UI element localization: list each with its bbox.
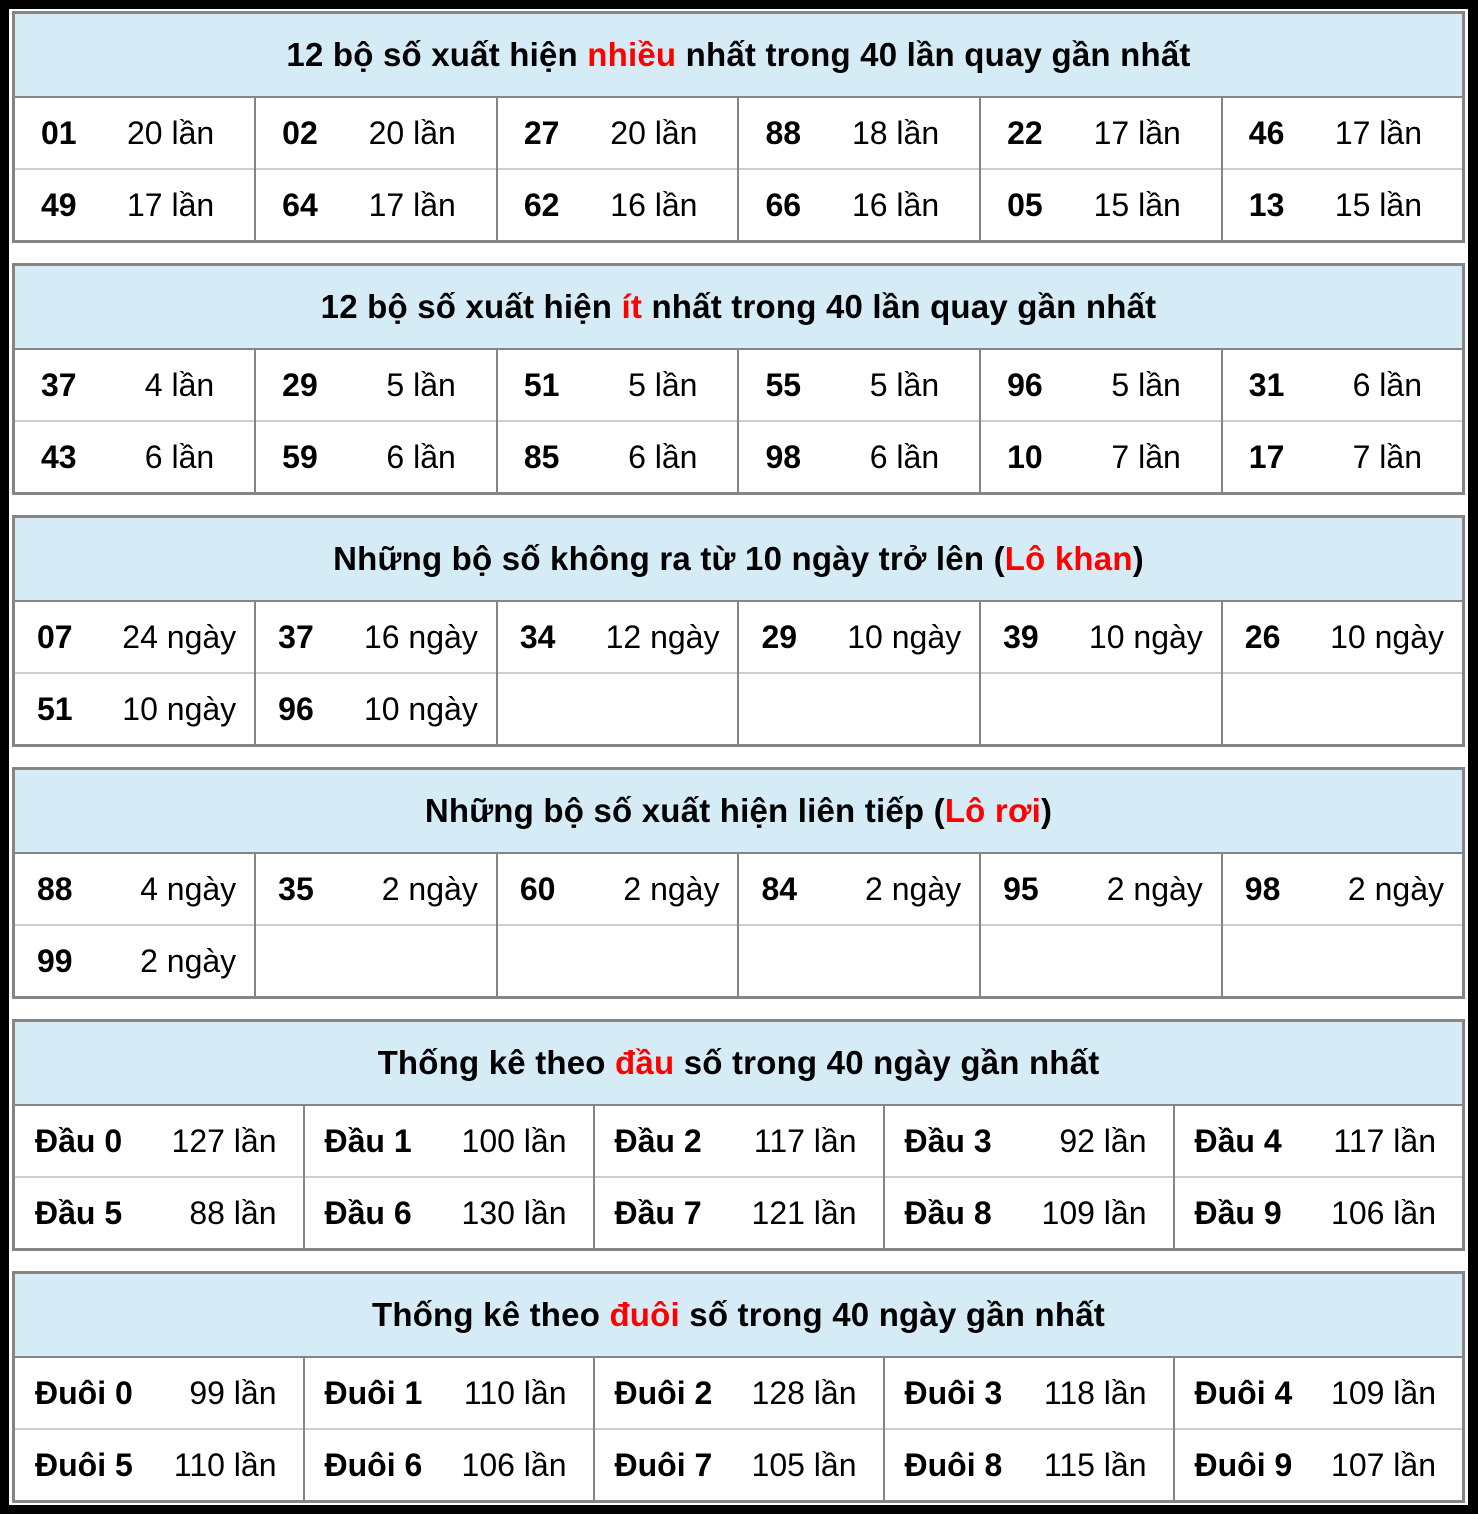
stat-number: 55 [765, 367, 802, 403]
stat-cell-content [15, 441, 254, 473]
stat-cell [738, 97, 980, 169]
stat-number: 64 [282, 187, 318, 223]
table-row [14, 169, 1464, 242]
stat-count: 121 lần [751, 1195, 857, 1231]
table-title-text: nhất trong 40 lần quay gần nhất [676, 36, 1191, 73]
stat-cell [594, 1357, 884, 1429]
stat-cell-content [885, 1197, 1173, 1229]
stat-count: 16 lần [610, 187, 698, 223]
stat-number: 66 [765, 187, 802, 223]
table-row [14, 1429, 1464, 1502]
table-title [14, 13, 1464, 98]
stat-count: 20 lần [610, 115, 698, 151]
table-row [14, 349, 1464, 421]
stat-number: 29 [761, 619, 798, 655]
stat-number: 98 [1244, 871, 1281, 907]
stat-number: 29 [282, 367, 318, 403]
stat-cell [497, 601, 739, 673]
stat-number: Đuôi 7 [614, 1447, 713, 1483]
stat-number: 88 [765, 115, 802, 151]
stat-cell [497, 349, 739, 421]
table-title-text: Những bộ số xuất hiện liên tiếp ( [424, 792, 945, 829]
stat-count: 130 lần [461, 1195, 567, 1231]
stat-number: Đuôi 0 [35, 1375, 133, 1411]
table-title-text: số trong 40 ngày gần nhất [679, 1296, 1105, 1333]
stat-number: Đầu 7 [614, 1195, 702, 1231]
stat-cell [738, 169, 980, 242]
stat-cell-content [595, 1377, 883, 1409]
stat-cell-content [981, 369, 1221, 401]
table-title-text: ) [1132, 540, 1144, 577]
stat-cell-content [256, 441, 496, 473]
table-title [14, 1273, 1464, 1358]
table-header-row [14, 1273, 1464, 1358]
stat-cell-empty [255, 925, 497, 998]
stat-cell [255, 853, 497, 925]
stat-cell [980, 601, 1222, 673]
stat-number: 96 [278, 691, 314, 727]
stat-cell [884, 1429, 1174, 1502]
stat-cell [14, 97, 256, 169]
stat-cell [738, 349, 980, 421]
stat-number: 07 [37, 619, 73, 655]
stat-cell [255, 349, 497, 421]
stat-cell [1222, 421, 1464, 494]
stat-count: 115 lần [1043, 1447, 1147, 1483]
stat-table-duoi-so [12, 1271, 1465, 1503]
stat-count: 88 lần [189, 1195, 277, 1231]
stat-cell [497, 421, 739, 494]
stat-cell [255, 601, 497, 673]
stat-number: 51 [523, 367, 560, 403]
stat-cell [980, 97, 1222, 169]
table-title [14, 769, 1464, 854]
stat-cell-content [256, 189, 496, 221]
stat-number: 49 [41, 187, 77, 223]
stat-number: 34 [519, 619, 556, 655]
stat-count: 117 lần [753, 1123, 857, 1159]
stat-number: 99 [37, 943, 73, 979]
stat-number: 27 [523, 115, 560, 151]
stat-cell-content [1223, 117, 1462, 149]
stat-number: Đuôi 4 [1194, 1375, 1293, 1411]
stat-cell-content [1175, 1125, 1463, 1157]
stat-count: 2 ngày [381, 871, 478, 907]
stat-number: Đầu 2 [614, 1123, 702, 1159]
table-row [14, 925, 1464, 998]
stat-cell-content [498, 621, 738, 653]
stat-count: 24 ngày [122, 619, 237, 655]
stat-number: 22 [1007, 115, 1043, 151]
stat-cell [738, 421, 980, 494]
stat-count: 16 ngày [363, 619, 478, 655]
stat-cell-content [739, 621, 979, 653]
stat-cell [14, 925, 256, 998]
stat-count: 10 ngày [847, 619, 962, 655]
stat-count: 6 lần [1352, 367, 1422, 403]
stat-number: Đầu 3 [904, 1123, 992, 1159]
table-row [14, 97, 1464, 169]
stat-cell-content [256, 117, 496, 149]
stat-cell [14, 169, 256, 242]
stat-cell [884, 1177, 1174, 1250]
stat-number: 85 [523, 439, 560, 475]
stat-cell [738, 853, 980, 925]
stat-cell-content [739, 441, 979, 473]
stat-count: 5 lần [1111, 367, 1181, 403]
stat-cell [980, 421, 1222, 494]
stat-count: 5 lần [869, 367, 940, 403]
stat-count: 100 lần [461, 1123, 567, 1159]
stat-number: Đầu 5 [35, 1195, 123, 1231]
table-title-highlight: đuôi [609, 1296, 680, 1333]
stat-count: 10 ngày [363, 691, 478, 727]
stat-cell [594, 1105, 884, 1177]
stat-cell [14, 1105, 304, 1177]
stat-count: 128 lần [751, 1375, 857, 1411]
stat-cell-content [1223, 369, 1462, 401]
stat-cell [255, 169, 497, 242]
stat-number: Đuôi 5 [35, 1447, 133, 1483]
stat-cell [14, 673, 256, 746]
stat-cell [14, 853, 256, 925]
stat-count: 4 lần [144, 367, 215, 403]
stat-count: 105 lần [751, 1447, 857, 1483]
stat-cell-empty [738, 925, 980, 998]
stat-cell [884, 1105, 1174, 1177]
stat-cell [14, 349, 256, 421]
stat-count: 2 ngày [1347, 871, 1444, 907]
stat-cell [1174, 1105, 1464, 1177]
stat-number: 05 [1007, 187, 1043, 223]
stat-cell-content [15, 117, 254, 149]
stat-count: 20 lần [368, 115, 456, 151]
stat-cell-content [885, 1449, 1173, 1481]
stat-cell-content [1223, 621, 1462, 653]
table-title-highlight: nhiều [587, 36, 677, 73]
stat-cell [304, 1177, 594, 1250]
stat-table-dau-so [12, 1019, 1465, 1251]
stat-cell [738, 601, 980, 673]
stat-cell-content [15, 621, 254, 653]
stat-cell-content [981, 441, 1221, 473]
stat-cell [980, 169, 1222, 242]
stat-cell [14, 1357, 304, 1429]
table-row [14, 1357, 1464, 1429]
stat-number: 13 [1248, 187, 1285, 223]
stat-number: 95 [1003, 871, 1039, 907]
stat-cell-content [1223, 441, 1462, 473]
stat-cell-empty [738, 673, 980, 746]
table-header-row [14, 517, 1464, 602]
stat-cell [980, 349, 1222, 421]
stat-cell-content [885, 1125, 1173, 1157]
stat-cell-content [498, 189, 738, 221]
stat-number: Đuôi 9 [1194, 1447, 1293, 1483]
table-title-highlight: ít [621, 288, 643, 325]
stat-number: 43 [41, 439, 77, 475]
table-header-row [14, 769, 1464, 854]
stat-cell [1174, 1357, 1464, 1429]
stat-number: Đầu 9 [1194, 1195, 1282, 1231]
stat-count: 2 ngày [1106, 871, 1203, 907]
stat-cell [497, 169, 739, 242]
stat-cell [594, 1177, 884, 1250]
stat-cell-content [595, 1449, 883, 1481]
table-row [14, 421, 1464, 494]
stat-count: 17 lần [1334, 115, 1422, 151]
stat-cell-empty [1222, 925, 1464, 998]
stat-table-lo-roi [12, 767, 1465, 999]
stat-cell [1174, 1177, 1464, 1250]
stat-count: 18 lần [851, 115, 940, 151]
stat-cell-content [1175, 1377, 1463, 1409]
stat-count: 5 lần [628, 367, 698, 403]
stat-cell-content [885, 1377, 1173, 1409]
stat-number: Đầu 0 [35, 1123, 123, 1159]
stat-cell-content [15, 945, 254, 977]
stat-cell [255, 421, 497, 494]
stat-cell [1222, 601, 1464, 673]
stat-cell-content [256, 693, 496, 725]
tables-root [9, 9, 1468, 1505]
stat-number: 39 [1003, 619, 1039, 655]
stat-table-lo-khan [12, 515, 1465, 747]
stat-cell-content [498, 441, 738, 473]
stat-cell-content [15, 1377, 303, 1409]
table-title-highlight: Lô rơi [944, 792, 1041, 829]
stat-cell-empty [980, 673, 1222, 746]
stat-number: 26 [1244, 619, 1281, 655]
table-row [14, 673, 1464, 746]
table-title-text: số trong 40 ngày gần nhất [674, 1044, 1100, 1081]
table-title [14, 1021, 1464, 1106]
stat-cell [980, 853, 1222, 925]
stat-cell [255, 673, 497, 746]
stat-count: 106 lần [1331, 1195, 1436, 1231]
table-title-text: 12 bộ số xuất hiện [286, 36, 588, 73]
stat-count: 20 lần [126, 115, 215, 151]
table-row [14, 1177, 1464, 1250]
table-header-row [14, 13, 1464, 98]
stat-cell [497, 853, 739, 925]
table-title [14, 265, 1464, 350]
table-title-text: nhất trong 40 lần quay gần nhất [642, 288, 1157, 325]
stat-count: 109 lần [1041, 1195, 1147, 1231]
stat-cell-content [15, 189, 254, 221]
stat-cell-content [15, 873, 254, 905]
stat-number: 88 [37, 871, 73, 907]
stat-number: Đuôi 1 [324, 1375, 423, 1411]
stat-cell-content [15, 693, 254, 725]
stat-cell-content [1175, 1449, 1463, 1481]
stat-count: 5 lần [386, 367, 456, 403]
stat-cell-content [498, 369, 738, 401]
stat-cell-content [305, 1377, 593, 1409]
stat-count: 12 ngày [605, 619, 720, 655]
stat-number: 35 [278, 871, 314, 907]
stat-count: 118 lần [1043, 1375, 1147, 1411]
stat-count: 6 lần [386, 439, 456, 475]
stat-cell-content [981, 621, 1221, 653]
table-row [14, 853, 1464, 925]
stat-count: 7 lần [1111, 439, 1181, 475]
stat-number: Đuôi 6 [324, 1447, 423, 1483]
stat-cell [14, 1429, 304, 1502]
stat-number: 10 [1007, 439, 1043, 475]
stat-cell-content [981, 189, 1221, 221]
stat-number: Đầu 1 [324, 1123, 412, 1159]
stat-number: 59 [282, 439, 318, 475]
stat-number: 02 [282, 115, 318, 151]
stat-count: 16 lần [851, 187, 940, 223]
stat-table-least-frequent [12, 263, 1465, 495]
stat-cell-content [739, 873, 979, 905]
stat-count: 127 lần [171, 1123, 277, 1159]
stat-cell [304, 1357, 594, 1429]
stat-count: 2 ngày [865, 871, 962, 907]
table-title-text: Thống kê theo [371, 1296, 610, 1333]
table-title-text: Những bộ số không ra từ 10 ngày trở lên ( [333, 540, 1005, 577]
table-title-highlight: Lô khan [1004, 540, 1133, 577]
stat-count: 99 lần [189, 1375, 277, 1411]
stat-cell-content [1175, 1197, 1463, 1229]
stat-cell [497, 97, 739, 169]
stat-cell [14, 601, 256, 673]
stat-count: 10 ngày [1088, 619, 1203, 655]
stat-cell-empty [980, 925, 1222, 998]
table-title [14, 517, 1464, 602]
stat-cell-content [15, 1125, 303, 1157]
stat-cell-content [256, 621, 496, 653]
stat-count: 15 lần [1334, 187, 1422, 223]
stat-number: 98 [765, 439, 802, 475]
table-row [14, 1105, 1464, 1177]
stat-cell [14, 1177, 304, 1250]
stat-number: 62 [523, 187, 560, 223]
stat-cell [304, 1429, 594, 1502]
stat-number: 96 [1007, 367, 1043, 403]
stat-cell-content [498, 117, 738, 149]
stat-cell-content [1223, 189, 1462, 221]
stat-cell-content [739, 117, 979, 149]
stat-cell-content [305, 1449, 593, 1481]
stat-count: 110 lần [173, 1447, 277, 1483]
stat-cell [1222, 853, 1464, 925]
table-title-text: Thống kê theo [377, 1044, 616, 1081]
stat-count: 107 lần [1331, 1447, 1436, 1483]
stat-cell [1222, 97, 1464, 169]
stat-number: Đuôi 2 [614, 1375, 713, 1411]
stat-number: 31 [1248, 367, 1285, 403]
stat-number: Đầu 8 [904, 1195, 992, 1231]
stat-cell-content [981, 117, 1221, 149]
stat-count: 2 ngày [140, 943, 237, 979]
stat-cell-content [981, 873, 1221, 905]
stat-count: 10 ngày [1330, 619, 1444, 655]
stat-count: 15 lần [1093, 187, 1181, 223]
stat-cell-empty [497, 673, 739, 746]
stat-number: 01 [41, 115, 77, 151]
stat-table-most-frequent [12, 11, 1465, 243]
stat-number: 60 [519, 871, 556, 907]
stat-count: 106 lần [461, 1447, 567, 1483]
stat-cell [1222, 349, 1464, 421]
stat-cell [594, 1429, 884, 1502]
stat-cell-content [595, 1197, 883, 1229]
stat-count: 6 lần [869, 439, 940, 475]
table-row [14, 601, 1464, 673]
stat-number: 37 [278, 619, 314, 655]
stat-count: 7 lần [1352, 439, 1422, 475]
stat-count: 2 ngày [623, 871, 720, 907]
stat-count: 10 ngày [122, 691, 237, 727]
table-header-row [14, 265, 1464, 350]
stat-count: 117 lần [1333, 1123, 1436, 1159]
stat-cell-content [305, 1197, 593, 1229]
stat-cell-content [739, 369, 979, 401]
table-title-text: 12 bộ số xuất hiện [320, 288, 622, 325]
stat-count: 6 lần [144, 439, 215, 475]
stat-cell-content [256, 369, 496, 401]
stat-count: 110 lần [463, 1375, 567, 1411]
stat-number: 46 [1248, 115, 1285, 151]
stat-cell-content [739, 189, 979, 221]
stat-count: 17 lần [126, 187, 215, 223]
stat-cell-content [498, 873, 738, 905]
stat-number: 51 [37, 691, 73, 727]
table-header-row [14, 1021, 1464, 1106]
stat-cell [255, 97, 497, 169]
stat-cell-content [305, 1125, 593, 1157]
stat-cell-content [1223, 873, 1462, 905]
stat-cell [1222, 169, 1464, 242]
stat-cell-content [15, 1449, 303, 1481]
stat-count: 6 lần [628, 439, 698, 475]
stat-cell [304, 1105, 594, 1177]
stat-cell [1174, 1429, 1464, 1502]
stat-number: Đầu 6 [324, 1195, 412, 1231]
table-title-text: ) [1040, 792, 1053, 829]
stat-number: 17 [1248, 439, 1285, 475]
stat-number: Đuôi 3 [904, 1375, 1003, 1411]
stat-count: 92 lần [1059, 1123, 1147, 1159]
table-title-highlight: đầu [615, 1044, 675, 1081]
stat-number: Đuôi 8 [904, 1447, 1003, 1483]
stat-count: 4 ngày [140, 871, 237, 907]
stat-count: 17 lần [368, 187, 456, 223]
stat-cell [14, 421, 256, 494]
stat-cell-content [15, 369, 254, 401]
stat-cell-content [256, 873, 496, 905]
stat-count: 109 lần [1331, 1375, 1436, 1411]
stat-cell-empty [1222, 673, 1464, 746]
stat-cell [884, 1357, 1174, 1429]
stat-count: 17 lần [1093, 115, 1181, 151]
stat-cell-content [595, 1125, 883, 1157]
stat-number: 84 [761, 871, 798, 907]
stat-cell-content [15, 1197, 303, 1229]
stat-number: Đầu 4 [1194, 1123, 1282, 1159]
stat-cell-empty [497, 925, 739, 998]
stat-number: 37 [41, 367, 77, 403]
